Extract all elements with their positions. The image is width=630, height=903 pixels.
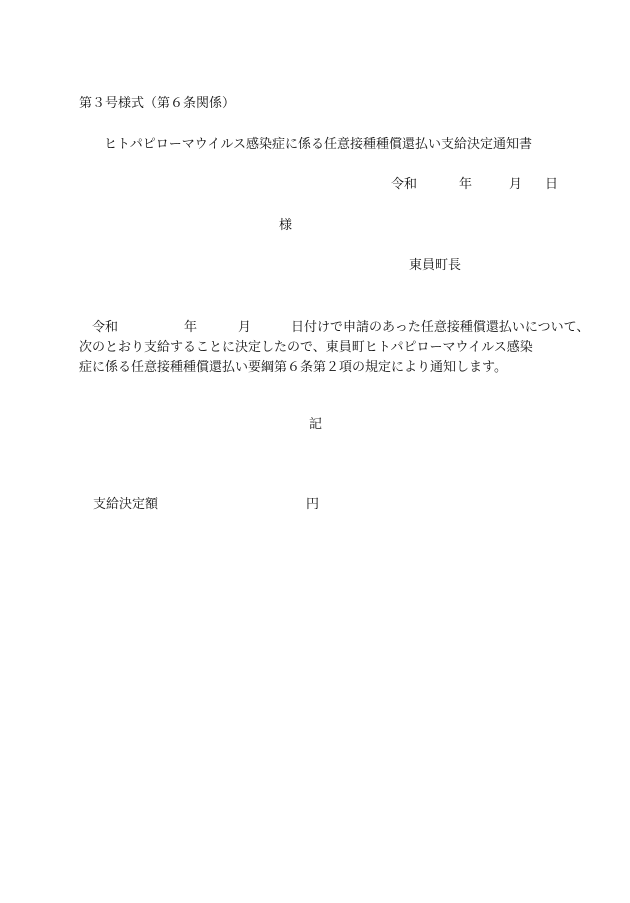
body-month-label: 月 [238, 320, 252, 335]
body-year-label: 年 [184, 320, 198, 335]
date-era: 令和 [391, 177, 418, 192]
body-era: 令和 [92, 320, 119, 335]
amount-row [93, 498, 319, 511]
amount-label: 支給決定額 [93, 497, 159, 512]
issuer-name: 東員町長 [409, 258, 462, 273]
body-line-1 [79, 318, 590, 338]
addressee-honorific: 様 [279, 218, 293, 233]
notice-body [79, 318, 590, 378]
date-day-label: 日 [545, 177, 559, 192]
body-line-1-rest: 日付けで申請のあった任意接種償還払いについて、 [291, 320, 590, 335]
issue-date [391, 178, 558, 191]
body-line-2: 次のとおり支給することに決定したので、東員町ヒトパピローマウイルス感染 [79, 340, 533, 355]
form-number: 第３号様式（第６条関係） [79, 96, 236, 111]
document-title: ヒトパピローマウイルス感染症に係る任意接種種償還払い支給決定通知書 [104, 137, 532, 152]
record-heading: 記 [309, 417, 323, 432]
amount-unit: 円 [306, 497, 320, 512]
body-line-3: 症に係る任意接種種償還払い要綱第６条第２項の規定により通知します。 [79, 360, 507, 375]
date-month-label: 月 [509, 177, 523, 192]
date-year-label: 年 [459, 177, 473, 192]
